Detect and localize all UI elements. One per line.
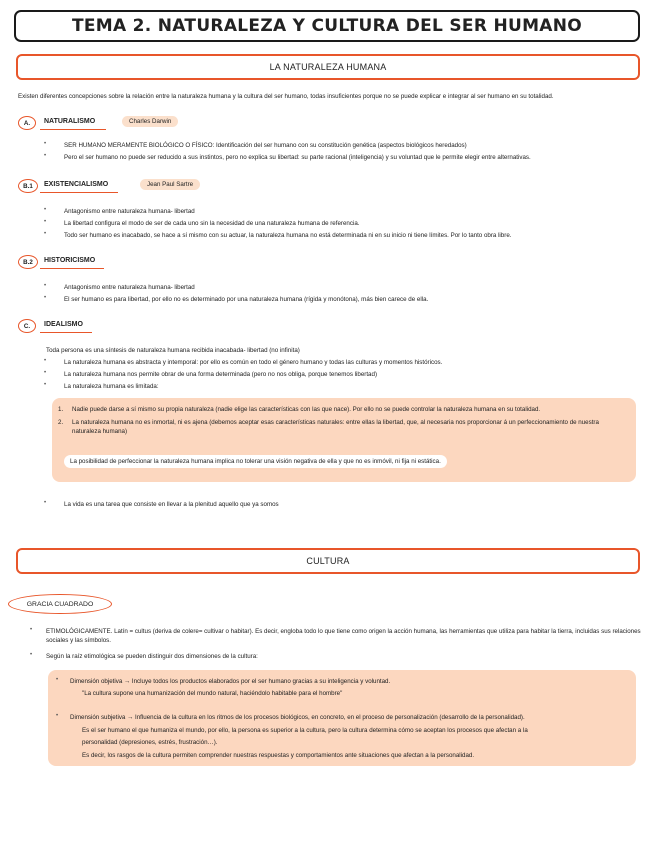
cultura-bullet-2: Según la raíz etimológica se pueden distinguir dos dimensiones de la cultura: bbox=[46, 653, 258, 660]
section-banner-cultura: CULTURA bbox=[16, 548, 640, 574]
idealismo-intro: Toda persona es una síntesis de naturaleza humana recibida inacabada- libertad (no infinita) bbox=[46, 347, 300, 354]
dimension-objective-quote: "La cultura supone una humanización del mundo natural, haciéndolo habitable para el hombre" bbox=[82, 690, 343, 697]
historicismo-bullet-1: Antagonismo entre naturaleza humana- libertad bbox=[64, 284, 195, 291]
existencialismo-bullet-2: La libertad configura el modo de ser de cada uno sin la necesidad de una naturaleza humana de referencia. bbox=[64, 220, 360, 227]
heading-underline bbox=[40, 192, 118, 193]
existencialismo-bullet-1: Antagonismo entre naturaleza humana- libertad bbox=[64, 208, 195, 215]
naturalismo-bullet-2: Pero el ser humano no puede ser reducido a sus instintos, pero no explica su libertad: su parte racional (inteligencia) y su voluntad que le permite elegir entre alternativas. bbox=[64, 154, 531, 161]
marker-b2: B.2 bbox=[18, 255, 38, 269]
dimension-subjective-sub-2: personalidad (depresiones, estrés, frustración…). bbox=[82, 739, 218, 746]
bullet-dot: • bbox=[44, 295, 47, 301]
marker-a: A. bbox=[18, 116, 36, 130]
author-oval-gracia: GRACIA CUADRADO bbox=[8, 594, 112, 614]
bullet-dot: • bbox=[44, 500, 47, 506]
marker-c: C. bbox=[18, 319, 36, 333]
heading-underline bbox=[40, 129, 106, 130]
existencialismo-bullet-3: Todo ser humano es inacabado, se hace a sí mismo con su actuar, la naturaleza humana no está determinada ni en su inicio ni tiene límites. Por lo tanto obra libre. bbox=[64, 232, 512, 239]
perfection-note: La posibilidad de perfeccionar la naturaleza humana implica no tolerar una visión negativa de ella y que no es inmóvil, ni fija ni estática. bbox=[64, 455, 447, 468]
idealismo-bullet-2: La naturaleza humana nos permite obrar de una forma determinada (pero no nos obliga, porque tenemos libertad) bbox=[64, 371, 378, 378]
cultura-bullet-1: ETIMOLÓGICAMENTE. Latín = cultus (deriva de colere= cultivar o habitar). Es decir, engloba todo lo que tiene como origen la acción humana, las herramientas que utiliza para habitar la tierra, incluidas sus relaciones sociales y las símbolos. bbox=[46, 628, 641, 644]
bullet-dot: • bbox=[56, 677, 59, 683]
dimension-subjective-sub-3: Es decir, los rasgos de la cultura permiten comprender nuestras respuestas y comportamientos ante situaciones que afectan a la personalidad. bbox=[82, 752, 475, 759]
heading-idealismo: IDEALISMO bbox=[44, 321, 83, 328]
idealismo-bullet-1: La naturaleza humana es abstracta y intemporal: por ello es común en todo el género humano y todas las culturas y momentos históricos. bbox=[64, 359, 443, 366]
bullet-dot: • bbox=[56, 713, 59, 719]
bullet-dot: • bbox=[44, 219, 47, 225]
bullet-dot: • bbox=[44, 153, 47, 159]
bullet-dot: • bbox=[44, 231, 47, 237]
section-banner-naturaleza: LA NATURALEZA HUMANA bbox=[16, 54, 640, 80]
limitation-item-1: Nadie puede darse a sí mismo su propia naturaleza (nadie elige las características con las que nace). Por ello no se puede controlar la naturaleza humana en su totalidad. bbox=[72, 406, 541, 413]
marker-b1: B.1 bbox=[18, 179, 38, 193]
bullet-dot: • bbox=[44, 207, 47, 213]
page-title: TEMA 2. NATURALEZA Y CULTURA DEL SER HUMANO bbox=[14, 10, 640, 42]
dimension-subjective: Dimensión subjetiva → Influencia de la cultura en los ritmos de los procesos biológicos, en concreto, en el proceso de personalización (desarrollo de la personalidad). bbox=[70, 714, 525, 721]
bullet-dot: • bbox=[44, 370, 47, 376]
dimension-objective: Dimensión objetiva → Incluye todos los productos elaborados por el ser humano gracias a su inteligencia y voluntad. bbox=[70, 678, 391, 685]
idealismo-bullet-3: La naturaleza humana es limitada: bbox=[64, 383, 159, 390]
historicismo-bullet-2: El ser humano es para libertad, por ello no es determinado por una naturaleza humana (rígida y monótona), más bien carece de ella. bbox=[64, 296, 429, 303]
naturalismo-bullet-1: SER HUMANO MERAMENTE BIOLÓGICO O FÍSICO: Identificación del ser humano con su constitución genética (aspectos biológicos heredados) bbox=[64, 142, 467, 149]
bullet-dot: • bbox=[44, 358, 47, 364]
heading-historicismo: HISTORICISMO bbox=[44, 257, 96, 264]
heading-underline bbox=[40, 268, 104, 269]
intro-text: Existen diferentes concepciones sobre la relación entre la naturaleza humana y la cultura del ser humano, todas insuficientes porque no se puede explicar e integrar al ser humano en su totalidad. bbox=[18, 93, 554, 100]
heading-existencialismo: EXISTENCIALISMO bbox=[44, 181, 109, 188]
heading-underline bbox=[40, 332, 92, 333]
bullet-dot: • bbox=[44, 283, 47, 289]
author-tag-sartre: Jean Paul Sartre bbox=[140, 179, 200, 190]
bullet-dot: • bbox=[30, 652, 33, 658]
bullet-dot: • bbox=[44, 382, 47, 388]
idealismo-last-bullet: La vida es una tarea que consiste en llevar a la plenitud aquello que ya somos bbox=[64, 501, 279, 508]
dimension-subjective-sub-1: Es el ser humano el que humaniza el mundo, por ello, la persona es superior a la cultura, pero la cultura determina cómo se aceptan los procesos que afectan a la bbox=[82, 727, 528, 734]
limitation-item-2: La naturaleza humana no es inmortal, ni es ajena (debemos aceptar esas características naturales: entre ellas la libertad, que, al necesaria nos proporcionar á un perfeccionamiento de nuestra naturaleza humana) bbox=[72, 419, 599, 435]
bullet-dot: • bbox=[44, 141, 47, 147]
limitation-num-2: 2. bbox=[58, 419, 64, 426]
author-tag-darwin: Charles Darwin bbox=[122, 116, 178, 127]
bullet-dot: • bbox=[30, 627, 33, 633]
heading-naturalismo: NATURALISMO bbox=[44, 118, 96, 125]
limitation-num-1: 1. bbox=[58, 406, 64, 413]
